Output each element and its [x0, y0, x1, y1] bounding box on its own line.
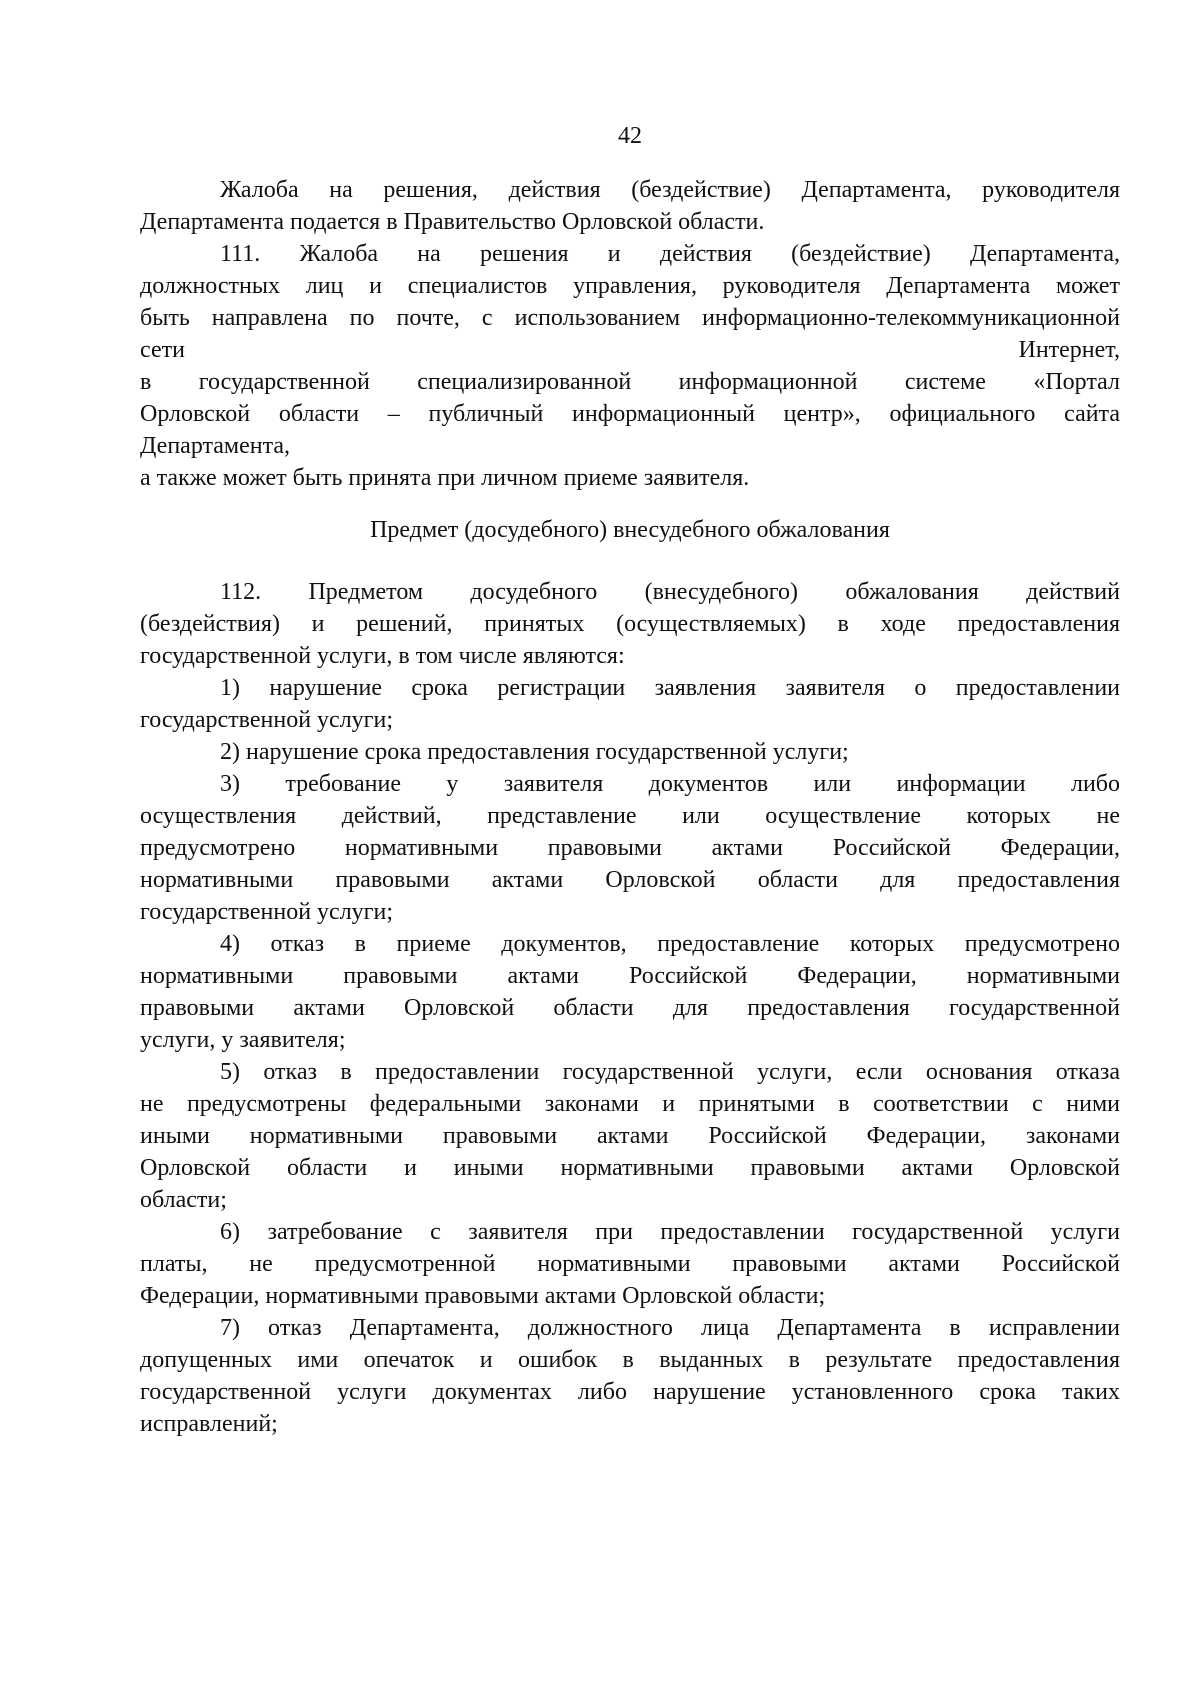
list-item-line: нормативными правовыми актами Российской Федерации, нормативными: [140, 963, 1120, 989]
list-item-line: нормативными правовыми актами Орловской области для предоставления: [140, 867, 1120, 893]
paragraph-line: государственной услуги, в том числе являются:: [140, 643, 625, 669]
list-item-line: исправлений;: [140, 1411, 278, 1437]
list-item-line: 2) нарушение срока предоставления государственной услуги;: [220, 739, 849, 765]
paragraph-line: сети Интернет,: [140, 337, 1120, 363]
list-item-line: осуществления действий, представление или осуществление которых не: [140, 803, 1120, 829]
list-item-line: 1) нарушение срока регистрации заявления заявителя о предоставлении: [220, 675, 1120, 701]
list-item-line: Орловской области и иными нормативными правовыми актами Орловской: [140, 1155, 1120, 1181]
list-item-line: государственной услуги;: [140, 707, 394, 733]
list-item-line: предусмотрено нормативными правовыми актами Российской Федерации,: [140, 835, 1120, 861]
list-item-line: услуги, у заявителя;: [140, 1027, 346, 1053]
paragraph-line: в государственной специализированной информационной системе «Портал: [140, 369, 1120, 395]
list-item-line: 7) отказ Департамента, должностного лица Департамента в исправлении: [220, 1315, 1120, 1341]
paragraph-line: (бездействия) и решений, принятых (осуществляемых) в ходе предоставления: [140, 611, 1120, 637]
paragraph-line: Орловской области – публичный информационный центр», официального сайта: [140, 401, 1120, 427]
list-item-line: иными нормативными правовыми актами Российской Федерации, законами: [140, 1123, 1120, 1149]
list-item-line: государственной услуги документах либо нарушение установленного срока таких: [140, 1379, 1120, 1405]
list-item-line: области;: [140, 1187, 227, 1213]
list-item-line: платы, не предусмотренной нормативными правовыми актами Российской: [140, 1251, 1120, 1277]
page-number: 42: [618, 123, 642, 149]
list-item-line: государственной услуги;: [140, 899, 394, 925]
paragraph-line: должностных лиц и специалистов управления, руководителя Департамента может: [140, 273, 1120, 299]
list-item-line: 5) отказ в предоставлении государственной услуги, если основания отказа: [220, 1059, 1120, 1085]
paragraph-line: Департамента,: [140, 433, 291, 459]
list-item-line: правовыми актами Орловской области для предоставления государственной: [140, 995, 1120, 1021]
paragraph-line: 112. Предметом досудебного (внесудебного) обжалования действий: [220, 579, 1120, 605]
paragraph-line: Жалоба на решения, действия (бездействие) Департамента, руководителя: [220, 177, 1120, 203]
paragraph-line: Департамента подается в Правительство Орловской области.: [140, 209, 765, 235]
paragraph-line: быть направлена по почте, с использованием информационно-телекоммуникационной: [140, 305, 1120, 331]
list-item-line: 6) затребование с заявителя при предоставлении государственной услуги: [220, 1219, 1120, 1245]
paragraph-line: 111. Жалоба на решения и действия (бездействие) Департамента,: [220, 241, 1120, 267]
list-item-line: 4) отказ в приеме документов, предоставление которых предусмотрено: [220, 931, 1120, 957]
list-item-line: не предусмотрены федеральными законами и принятыми в соответствии с ними: [140, 1091, 1120, 1117]
paragraph-line: а также может быть принята при личном приеме заявителя.: [140, 465, 750, 491]
list-item-line: 3) требование у заявителя документов или информации либо: [220, 771, 1120, 797]
section-heading: Предмет (досудебного) внесудебного обжалования: [370, 517, 890, 543]
list-item-line: Федерации, нормативными правовыми актами Орловской области;: [140, 1283, 826, 1309]
list-item-line: допущенных ими опечаток и ошибок в выданных в результате предоставления: [140, 1347, 1120, 1373]
